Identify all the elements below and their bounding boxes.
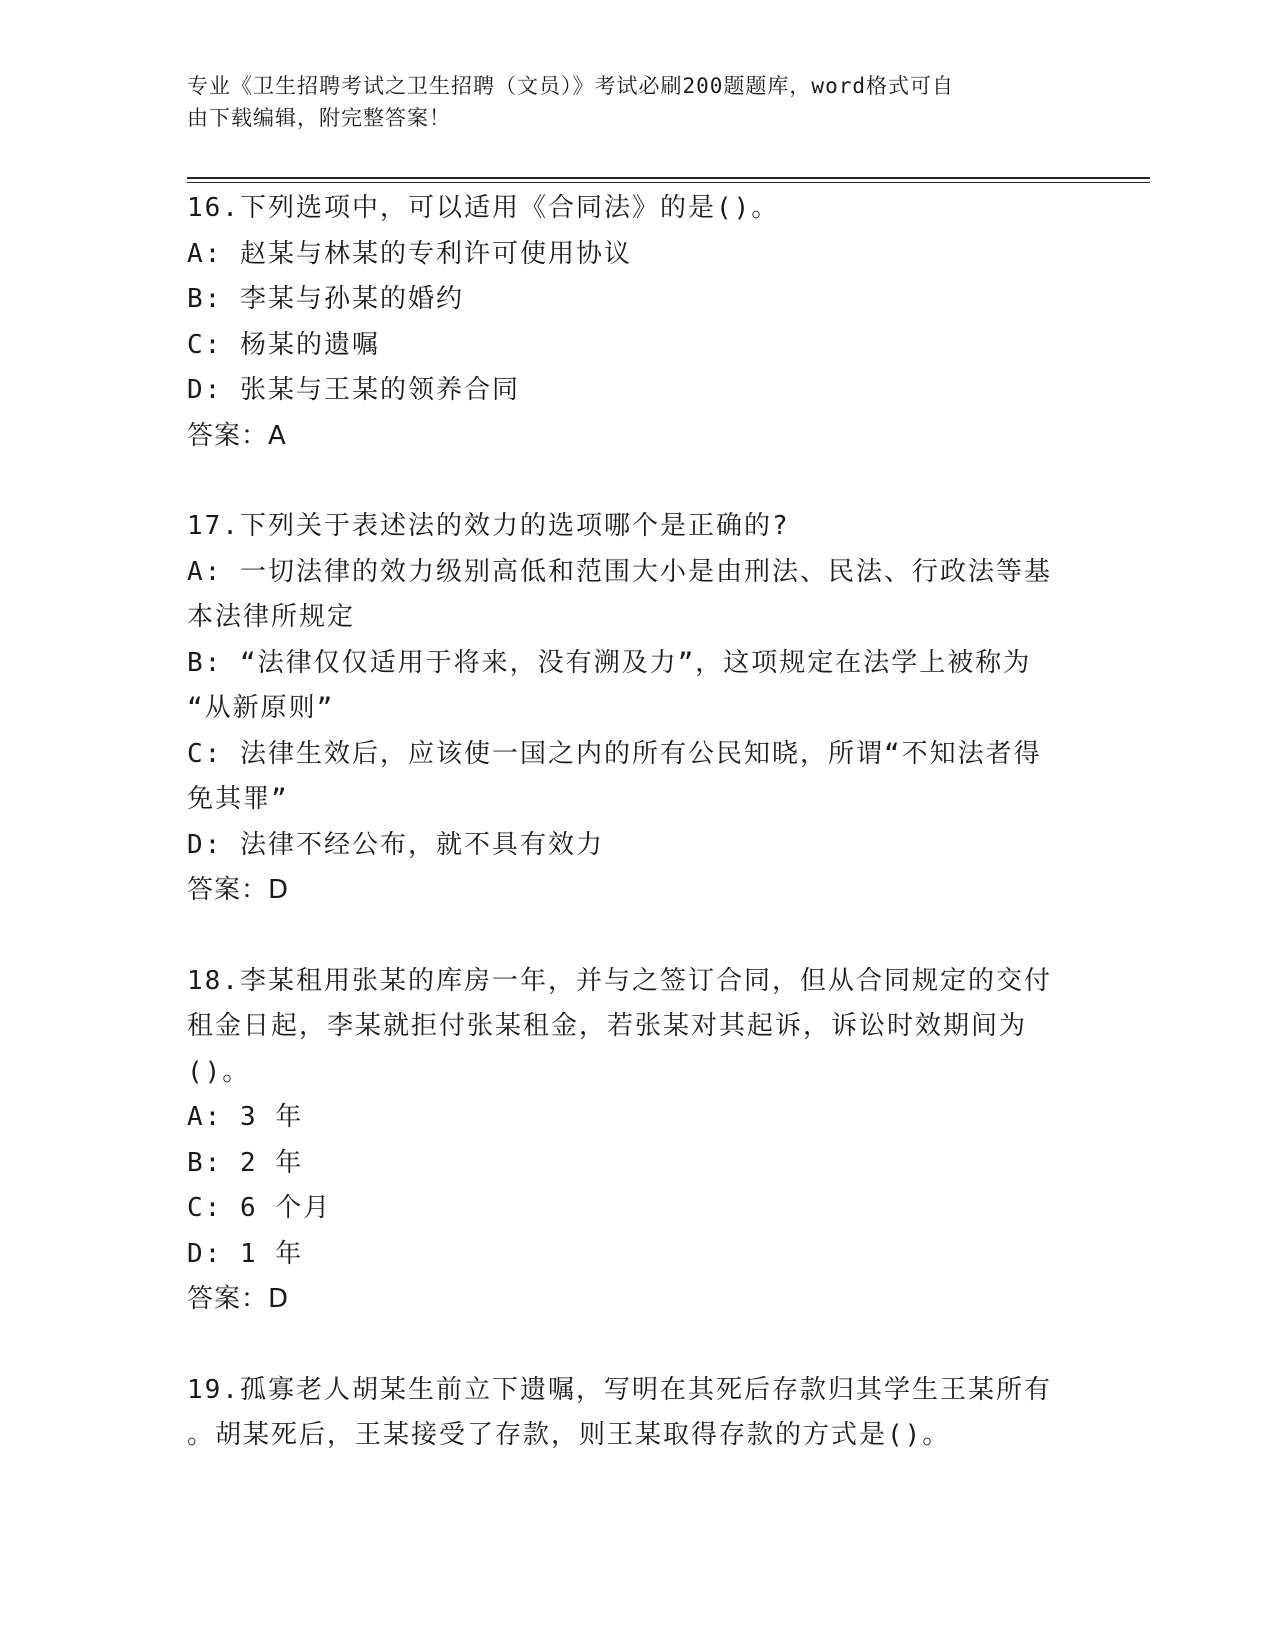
- header-divider-thick: [187, 177, 1150, 179]
- document-header: [187, 70, 1067, 134]
- question-stem: 18.李某租用张某的库房一年，并与之签订合同，但从合同规定的交付: [187, 965, 1052, 996]
- option-d: D: 1 年: [187, 1238, 304, 1269]
- option-d: D: 法律不经公布，就不具有效力: [187, 829, 604, 860]
- question-stem: 17.下列关于表述法的效力的选项哪个是正确的?: [187, 511, 790, 541]
- question-stem: 19.孤寡老人胡某生前立下遗嘱，写明在其死后存款归其学生王某所有: [187, 1374, 1052, 1405]
- option-b: B: “法律仅仅适用于将来，没有溯及力”，这项规定在法学上被称为: [187, 647, 1032, 678]
- option-a: A: 3 年: [187, 1102, 304, 1132]
- question-17: [187, 504, 1067, 914]
- option-c: C: 杨某的遗嘱: [187, 329, 380, 360]
- answer: 答案：A: [187, 420, 287, 451]
- option-b-continued: “从新原则”: [187, 693, 335, 723]
- question-stem-continued: 。胡某死后，王某接受了存款，则王某取得存款的方式是()。: [187, 1420, 951, 1450]
- header-line-2: 由下载编辑，附完整答案！: [187, 106, 451, 130]
- question-18: [187, 959, 1067, 1323]
- question-list: [187, 186, 1067, 1504]
- option-a: A: 赵某与林某的专利许可使用协议: [187, 238, 632, 269]
- question-stem: 16.下列选项中，可以适用《合同法》的是()。: [187, 193, 780, 223]
- option-a-continued: 本法律所规定: [187, 602, 356, 632]
- option-d: D: 张某与王某的领养合同: [187, 375, 520, 405]
- option-c-continued: 免其罪”: [187, 784, 289, 814]
- option-a: A: 一切法律的效力级别高低和范围大小是由刑法、民法、行政法等基: [187, 556, 1052, 587]
- option-b: B: 李某与孙某的婚约: [187, 284, 464, 314]
- option-c: C: 6 个月: [187, 1193, 332, 1223]
- question-stem-continued: 租金日起，李某就拒付张某租金，若张某对其起诉，诉讼时效期间为: [187, 1011, 1028, 1041]
- header-line-1: 专业《卫生招聘考试之卫生招聘（文员）》考试必刷200题题库，word格式可自: [187, 74, 954, 98]
- header-divider-thin: [187, 182, 1150, 183]
- option-c: C: 法律生效后，应该使一国之内的所有公民知晓，所谓“不知法者得: [187, 738, 1042, 769]
- question-stem-continued: ()。: [187, 1056, 251, 1087]
- option-b: B: 2 年: [187, 1147, 304, 1178]
- question-16: [187, 186, 1067, 459]
- answer: 答案：D: [187, 875, 290, 905]
- question-19: [187, 1368, 1067, 1459]
- answer: 答案：D: [187, 1284, 290, 1314]
